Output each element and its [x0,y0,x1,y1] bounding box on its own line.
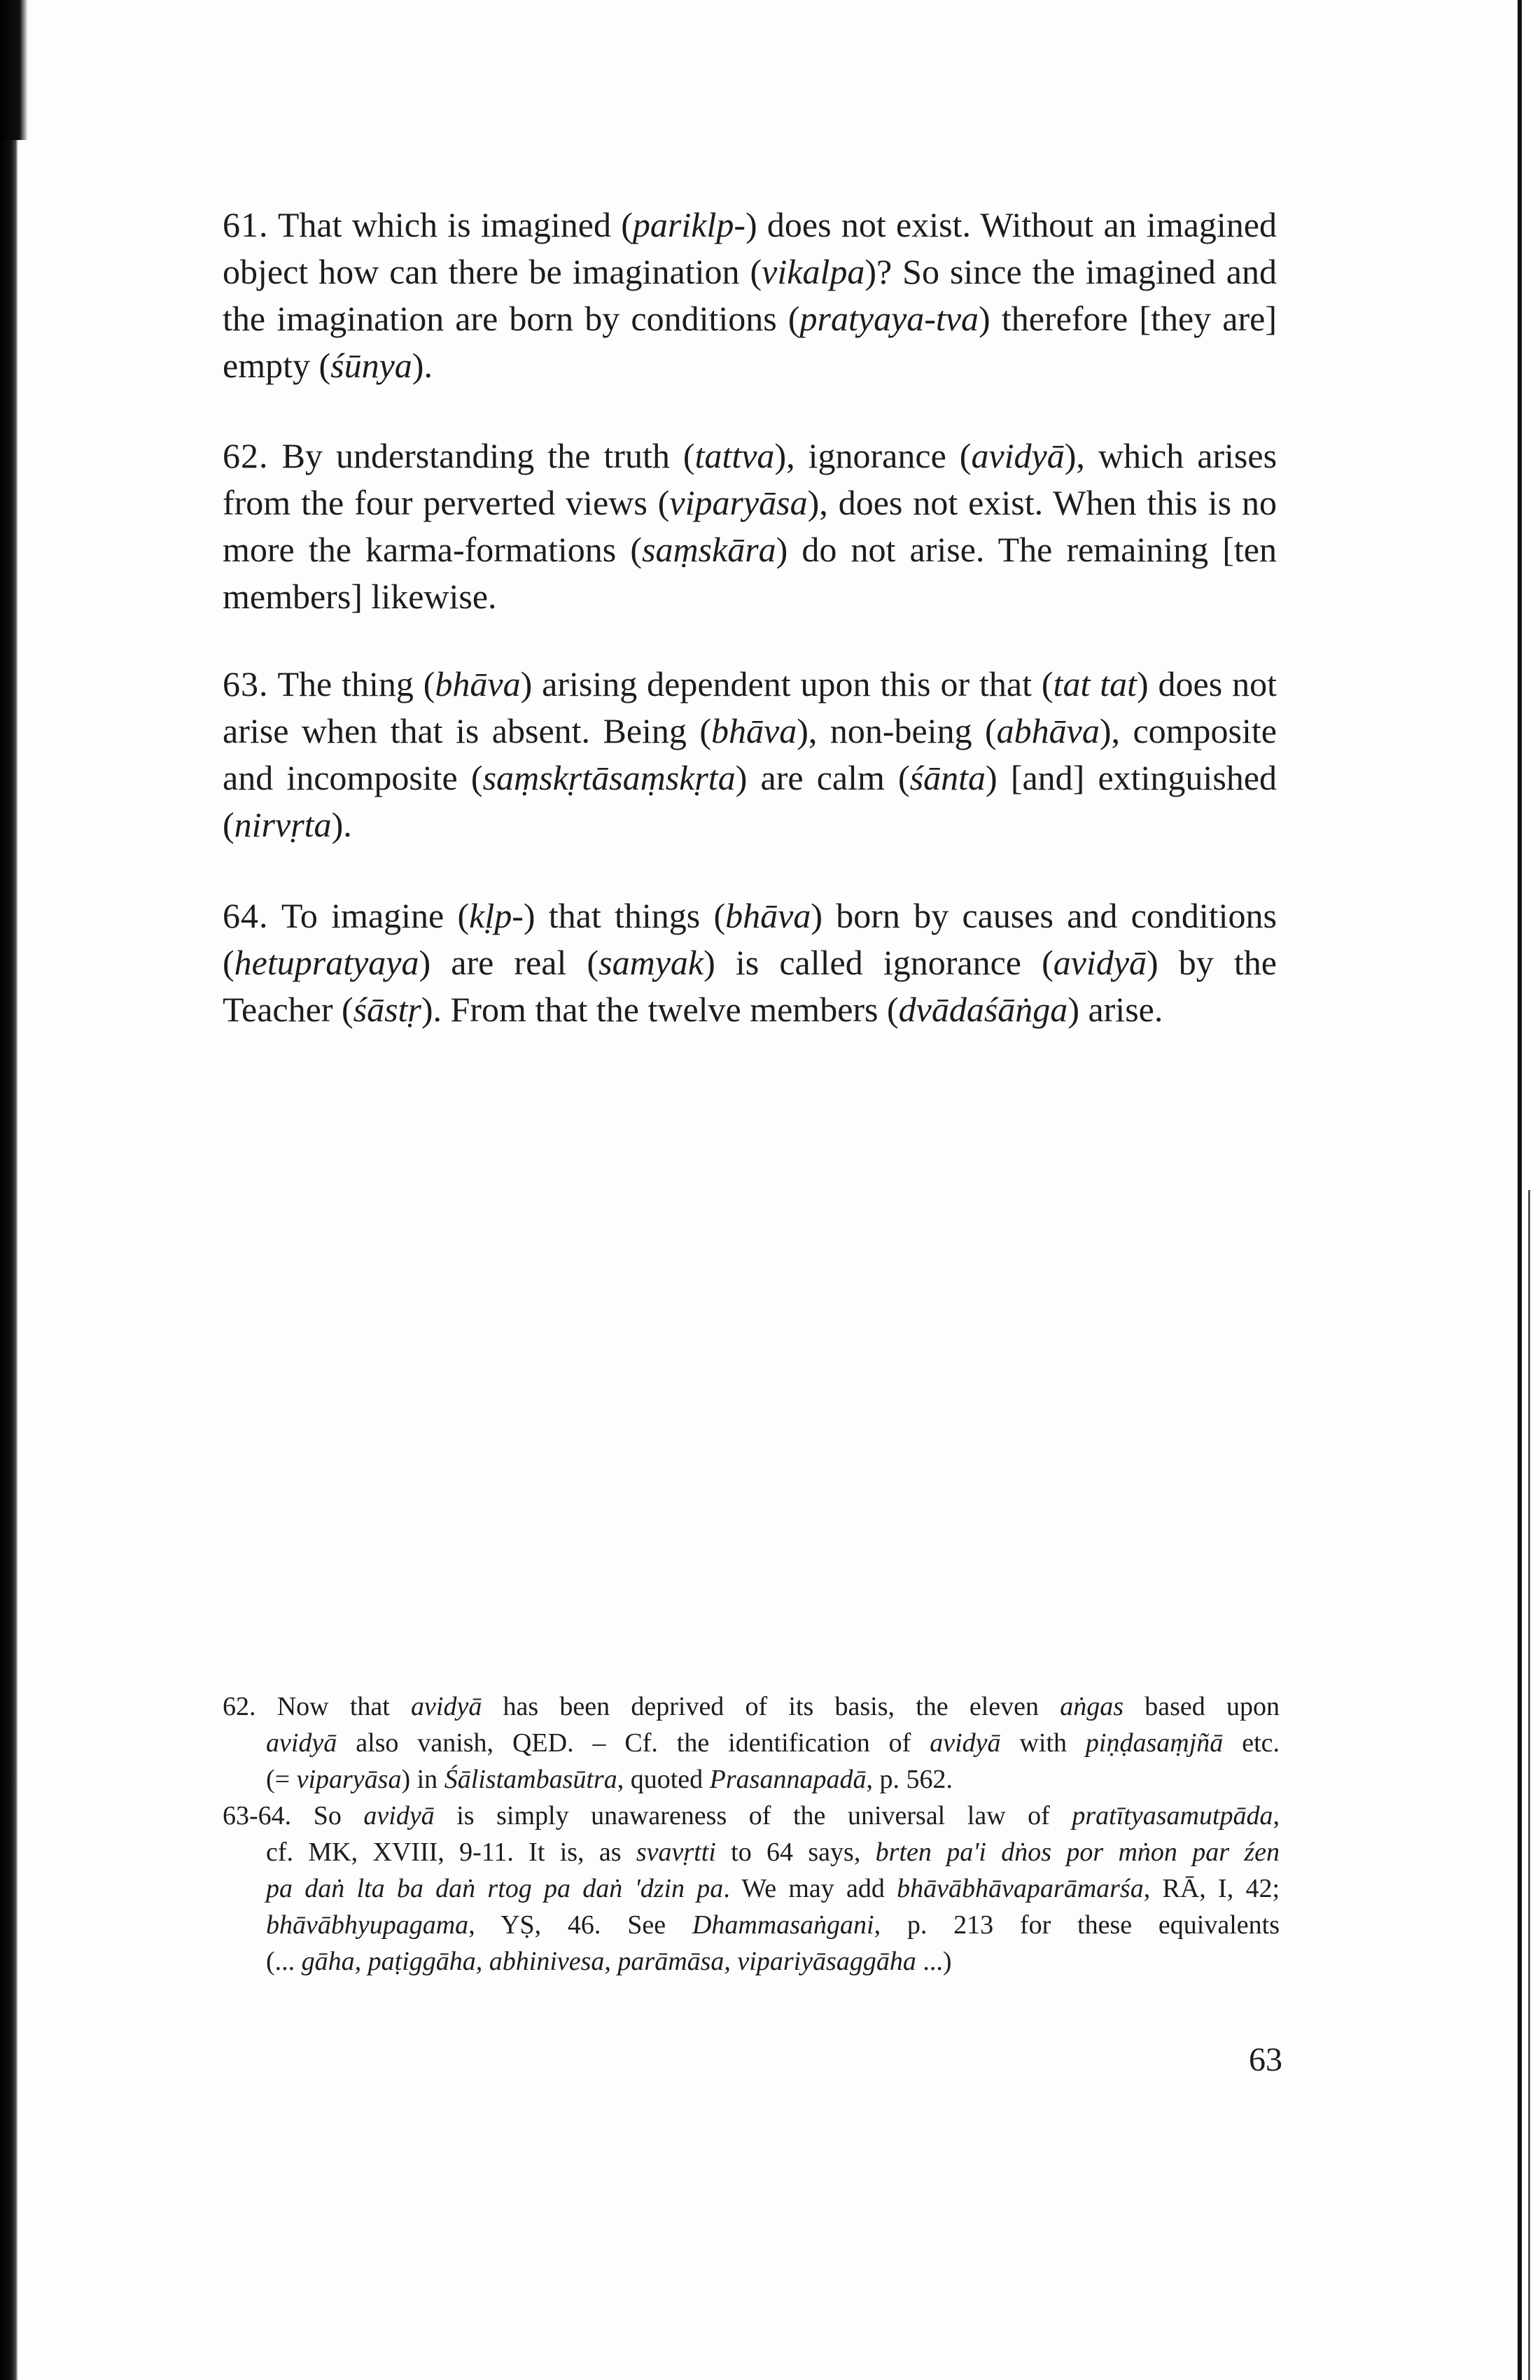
footnote-term: bhāvābhyupagama [266,1910,469,1940]
sanskrit-term: tat tat [1053,664,1137,704]
sanskrit-term: hetupratyaya [234,943,419,982]
verse-61 [223,202,1277,389]
verse-text: ) by the Teacher ( [223,943,1278,1029]
verse-number: 63. [223,664,269,704]
verse-text: That which is imagined ( [277,205,633,244]
footnote-text: . We may add [723,1874,897,1903]
footnote-term: avidyā [411,1692,482,1721]
footnote-text: , RĀ, I, 42; [1143,1874,1280,1903]
footnote-line [223,1688,1280,1725]
verse-number: 64. [223,896,269,935]
verse-text: ) do not arise. The remaining [ten members] likewise. [223,530,1277,616]
sanskrit-term: dvādaśāṅga [898,990,1068,1029]
verse-62 [223,433,1277,620]
footnote-line [223,1834,1280,1870]
verse-text: ) therefore [they are] empty ( [223,299,1277,385]
sanskrit-term: bhāva [435,664,521,704]
sanskrit-term: śūnya [330,346,412,385]
footnote-term: pratītyasamutpāda [1072,1801,1273,1830]
footnote-text: (= [266,1765,297,1794]
sanskrit-term: vikalpa [762,252,865,291]
verse-text: ). [331,805,352,844]
verse-text: ), which arises from the four perverted views ( [223,436,1278,522]
verse-text: ) does not arise when that is absent. Being ( [223,664,1277,750]
footnote-text: ) in [401,1765,444,1794]
sanskrit-term: pratyaya- [799,299,936,338]
sanskrit-term: abhāva [996,711,1100,750]
verse-text: ). From that the twelve members ( [421,990,899,1029]
verse-text: ), does not exist. When this is no more the karma-formations ( [223,483,1277,569]
footnote-number: 62. [223,1692,256,1721]
verse-number: 61. [223,205,269,244]
verse-text: ), ignorance ( [774,436,972,475]
sanskrit-term: tattva [694,436,775,475]
footnote-text: to 64 says, [715,1837,876,1867]
footnote-term: Prasannapadā [709,1765,867,1794]
footnote-term: avidyā [930,1728,1001,1758]
footnote-term: gāha, paṭiggāha, abhinivesa, parāmāsa, vipariyāsaggāha [301,1947,916,1976]
verse-64 [223,892,1277,1033]
verse-text: ), composite and incomposite ( [223,711,1277,797]
footnote-term: pa daṅ lta ba daṅ rtog pa daṅ 'dzin pa [266,1874,724,1903]
verse-text: ) are real ( [419,943,599,982]
verse-text: ), non-being ( [797,711,997,750]
footnote-term: Dhammasaṅgani [692,1910,874,1940]
sanskrit-term: śāstṛ [353,990,421,1029]
footnote-term: piṇḍasaṃjñā [1085,1728,1224,1758]
sanskrit-term: śānta [909,758,986,797]
footnote-text: is simply unawareness of the universal law of [434,1801,1072,1830]
verse-text: ) arise. [1068,990,1163,1029]
footnote-term: viparyāsa [296,1765,402,1794]
sanskrit-term: samyak [598,943,704,982]
verse-text: The thing ( [277,664,435,704]
footnote-text: etc. [1223,1728,1280,1758]
verse-text: To imagine ( [281,896,470,935]
footnote-line [223,1725,1280,1761]
footnote-text: So [313,1801,364,1830]
sanskrit-term: avidyā [971,436,1065,475]
verse-number: 62. [223,436,269,475]
verse-63 [223,661,1277,848]
sanskrit-term: pariklp- [632,205,746,244]
footnote-term: avidyā [266,1728,337,1758]
verse-text: ) does not exist. Without an imagined object how can there be imagination ( [223,205,1277,291]
sanskrit-term: tva [935,299,979,338]
verse-text: By understanding the truth ( [281,436,695,475]
footnote-term: bhāvābhāvaparāmarśa [897,1874,1144,1903]
footnote-term: svavṛtti [636,1837,716,1867]
page-number: 63 [1249,2041,1282,2078]
footnote-62 [223,1688,1280,1798]
verse-text: ) is called ignorance ( [704,943,1054,982]
footnote-text: ...) [916,1947,952,1976]
sanskrit-term: kḷp- [469,896,524,935]
footnote-text: , YṢ, 46. See [468,1910,692,1940]
footnote-text: cf. MK, XVIII, 9-11. It is, as [266,1837,636,1867]
footnote-text: (... [266,1947,302,1976]
sanskrit-term: nirvṛta [234,805,332,844]
footnote-line [223,1798,1280,1834]
footnote-term: brten pa'i dṅos por mṅon par źen [875,1837,1280,1867]
verse-text: ). [412,346,433,385]
sanskrit-term: avidyā [1053,943,1147,982]
footnote-term: Śālistambasūtra [444,1765,617,1794]
footnote-line [223,1761,1280,1798]
footnote-text: , p. 562. [866,1765,953,1794]
verse-text: ) [and] extinguished ( [223,758,1277,844]
footnote-text: based upon [1124,1692,1280,1721]
footnote-text: has been deprived of its basis, the eleven [482,1692,1060,1721]
verse-text: ) are calm ( [735,758,910,797]
footnote-term: avidyā [363,1801,435,1830]
footnote-text: , [1273,1801,1280,1830]
footnote-line [223,1870,1280,1907]
footnote-text: with [1000,1728,1086,1758]
footnote-text: also vanish, QED. – Cf. the identification of [337,1728,930,1758]
footnotes [223,1688,1280,1980]
footnote-63-64 [223,1798,1280,1980]
footnote-text: , quoted [617,1765,710,1794]
footnote-text: , p. 213 for these equivalents [874,1910,1280,1940]
footnote-line [223,1943,1280,1980]
footnote-line [223,1907,1280,1943]
verse-text: ) arising dependent upon this or that ( [520,664,1054,704]
verse-text: )? So since the imagined and the imagination are born by conditions ( [223,252,1277,338]
sanskrit-term: saṃskṛtāsaṃskṛta [482,758,736,797]
footnote-text: Now that [276,1692,412,1721]
sanskrit-term: bhāva [711,711,797,750]
verse-text: ) that things ( [523,896,726,935]
sanskrit-term: viparyāsa [669,483,808,522]
verse-text: ) born by causes and conditions ( [223,896,1277,982]
sanskrit-term: saṃskāra [641,530,776,569]
footnote-number: 63-64. [223,1801,292,1830]
sanskrit-term: bhāva [725,896,811,935]
footnote-term: aṅgas [1060,1692,1124,1721]
